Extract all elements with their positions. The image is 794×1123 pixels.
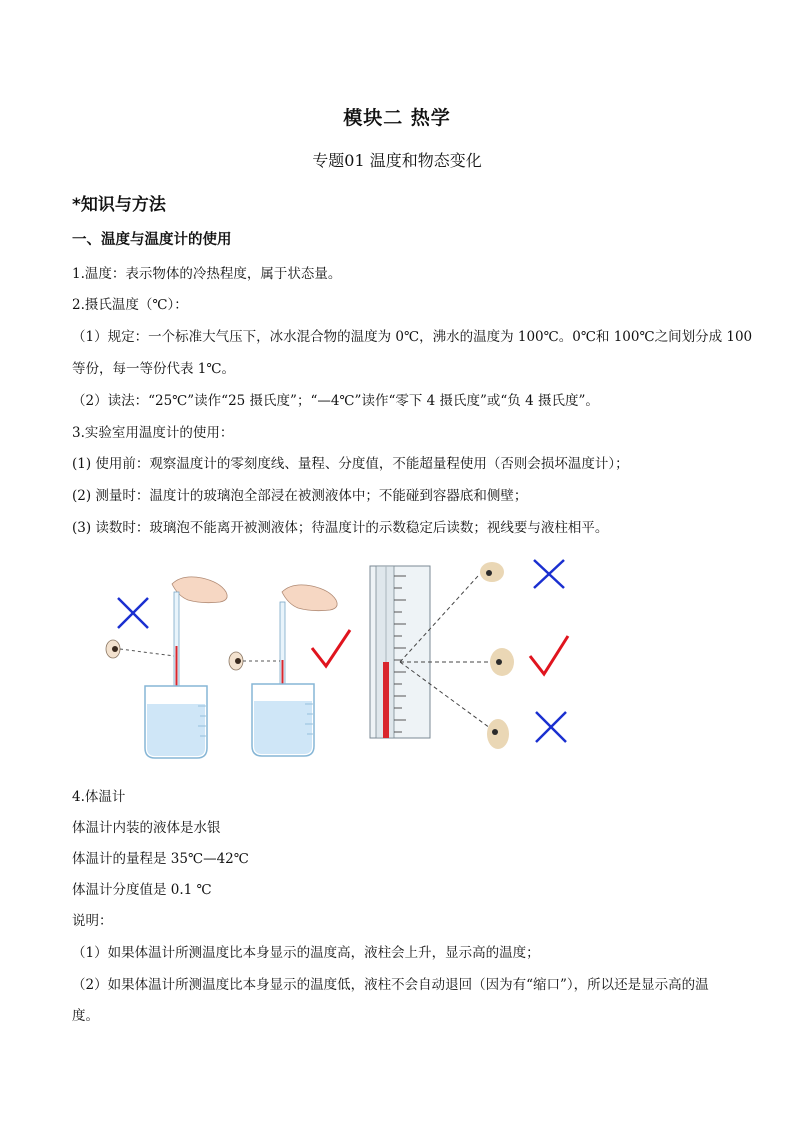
text-line: （1）如果体温计所测温度比本身显示的温度高，液柱会上升，显示高的温度； (72, 945, 540, 961)
text-line: （1）规定：一个标准大气压下，冰水混合物的温度为 0℃，沸水的温度为 100℃。0℃和 100℃之间划分成 100 (72, 329, 753, 345)
text-line: (3) 读数时：玻璃泡不能离开被测液体；待温度计的示数稳定后读数；视线要与液柱相平。 (72, 520, 609, 536)
text-line: 3.实验室用温度计的使用： (72, 425, 234, 441)
correct-check-icon (530, 636, 568, 674)
correct-check-icon (312, 630, 350, 666)
text-line: (1) 使用前：观察温度计的零刻度线、量程、分度值，不能超量程使用（否则会损坏温度计）； (72, 456, 629, 472)
section-heading: *知识与方法 (72, 195, 166, 215)
text-line: 1.温度：表示物体的冷热程度，属于状态量。 (72, 266, 342, 282)
text-line: 体温计内装的液体是水银 (72, 820, 221, 836)
text-line: （2）读法：“25℃”读作“25 摄氏度”；“—4℃”读作“零下 4 摄氏度”或“负 4 摄氏度”。 (72, 393, 599, 409)
wrong-mark-icon (534, 560, 564, 588)
eye-icon (487, 719, 509, 749)
eye-icon (229, 652, 243, 670)
text-line: （2）如果体温计所测温度比本身显示的温度低，液柱不会自动退回（因为有“缩口”），所以还是显示高的温 (72, 977, 709, 993)
text-line: 体温计的量程是 35℃—42℃ (72, 851, 249, 867)
text-line: 等份，每一等份代表 1℃。 (72, 361, 235, 377)
wrong-mark-icon (536, 712, 566, 742)
thermometer-reading-illustration (90, 556, 360, 768)
eye-icon (480, 562, 504, 582)
document-subtitle: 专题01 温度和物态变化 (312, 151, 482, 170)
subsection-heading: 一、温度与温度计的使用 (72, 232, 232, 248)
text-line: 4.体温计 (72, 789, 126, 805)
text-line: 2.摄氏温度（℃）： (72, 297, 188, 313)
text-line: 度。 (72, 1008, 99, 1024)
text-line: 体温计分度值是 0.1 ℃ (72, 882, 212, 898)
wrong-mark-icon (118, 598, 148, 628)
eye-icon (490, 648, 514, 676)
text-line: (2) 测量时：温度计的玻璃泡全部浸在被测液体中；不能碰到容器底和侧壁； (72, 488, 528, 504)
text-line: 说明： (72, 913, 113, 929)
document-title: 模块二 热学 (343, 107, 451, 129)
eye-icon (106, 640, 120, 658)
scale-reading-illustration (360, 556, 590, 768)
hand-icon (172, 577, 227, 603)
hand-icon (282, 585, 337, 611)
